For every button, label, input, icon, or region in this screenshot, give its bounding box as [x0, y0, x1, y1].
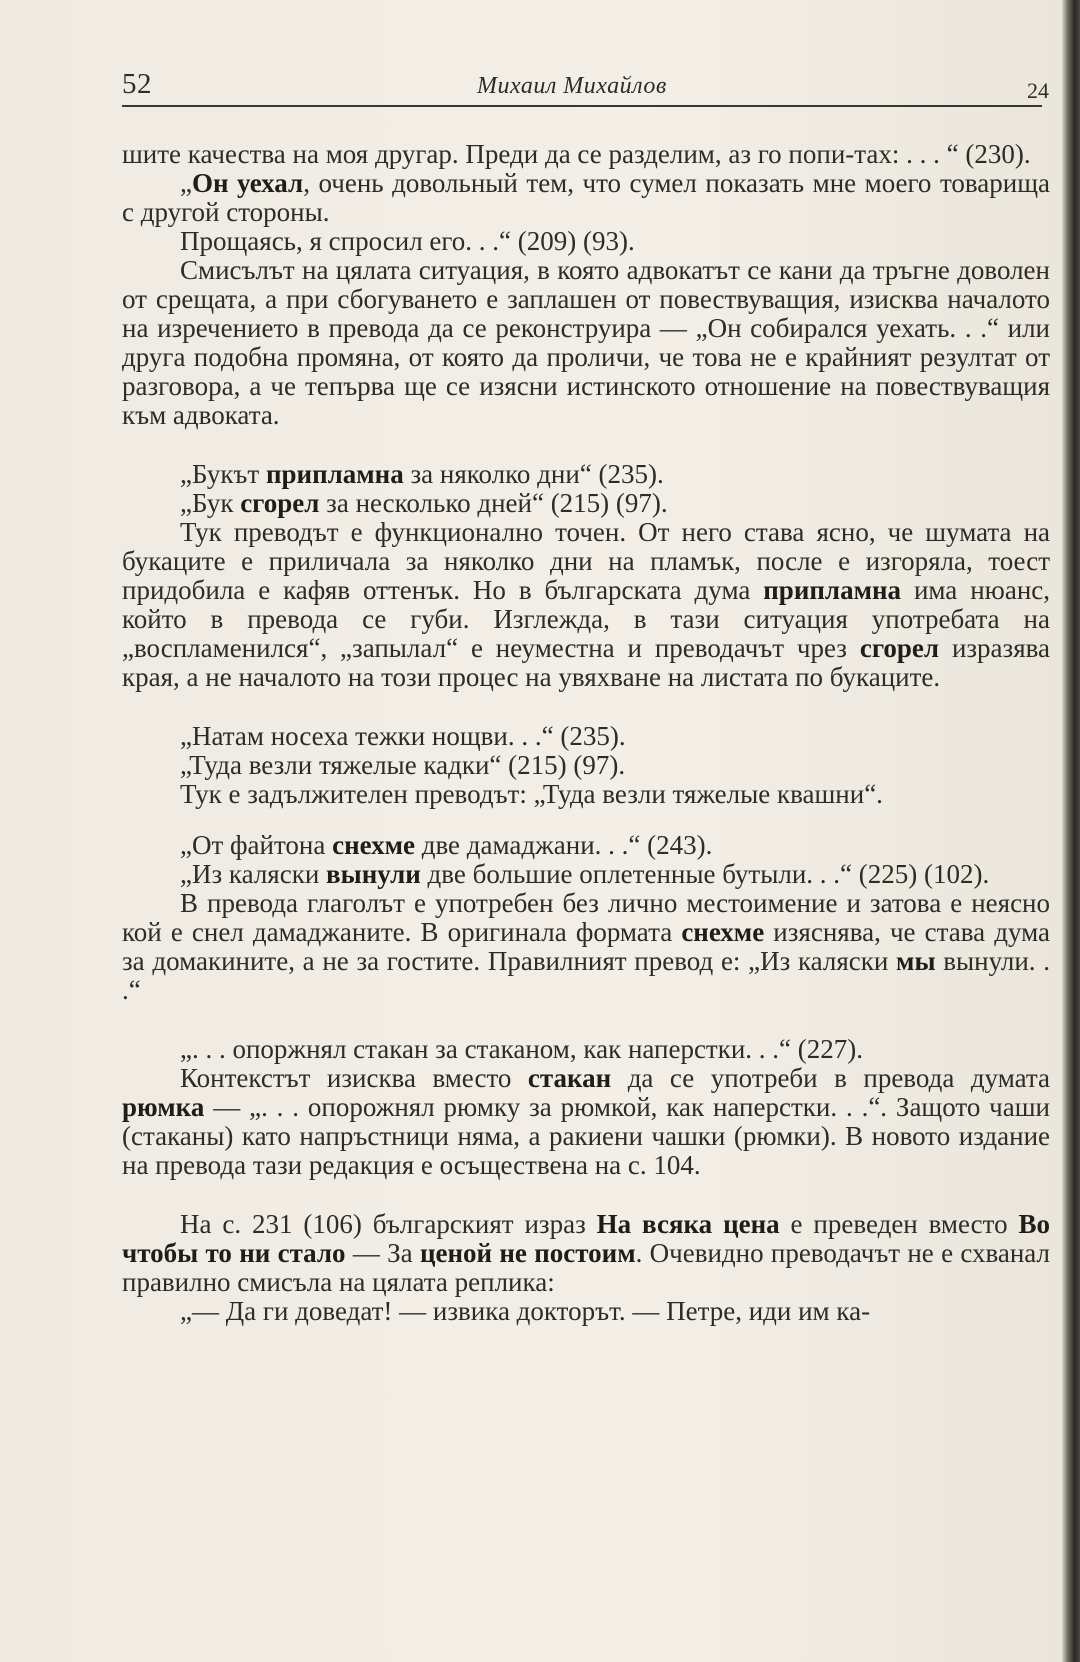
bold-phrase: Во чтобы то ни стало	[122, 1209, 1051, 1268]
bold-phrase: снехме	[332, 830, 415, 860]
bold-phrase: вынули	[326, 859, 421, 889]
paragraph: В превода глаголът е употребен без лично местоимение и затова е неясно кой е снел дамаджаните. В оригинала формата снехме изяснява, че става дума за домакините, а не за гостите. Правилният превод е: „Из каляски мы вынули. . .“	[122, 888, 1050, 1005]
bold-phrase: ценой не постоим	[419, 1238, 636, 1268]
paragraph: Смисълът на цялата ситуация, в която адвокатът се кани да тръгне доволен от срещата, а при сбогуването е заплашен от повествуващия, изисква началото на изречението в превода да се реконструира — „Он собирался уехать. . .“ или друга подобна промяна, от която да проличи, че това не е крайният резултат от разговора, а че тепърва ще се изясни истинското отношение на повествуващия към адвоката.	[122, 255, 1050, 430]
paragraph: Тук е задължителен преводът: „Туда везли тяжелые квашни“.	[180, 779, 883, 809]
body-text	[122, 140, 1050, 1326]
bold-phrase: припламна	[265, 459, 404, 489]
quote-line: „Туда везли тяжелые кадки“ (215) (97).	[180, 750, 626, 780]
bold-phrase: рюмка	[122, 1092, 205, 1122]
bold-phrase: мы	[896, 946, 936, 976]
header-rule	[122, 105, 1042, 107]
bold-phrase: сгорел	[859, 633, 940, 663]
paragraph: На с. 231 (106) българският израз На всяка цена е преведен вместо Во чтобы то ни стало — За ценой не постоим. Очевидно преводачът не е схванал правилно смисъла на цялата реплика:	[122, 1209, 1051, 1297]
running-header	[122, 62, 1052, 102]
paragraph: Контекстът изисква вместо стакан да се употреби в превода думата рюмка — „. . . опорожнял рюмку за рюмкой, как наперстки. . .“. Защото чаши (стаканы) като напръстници няма, а ракиени чашки (рюмки). В новото издание на превода тази редакция е осъществена на с. 104.	[122, 1063, 1050, 1180]
quote-line: „. . . опоржнял стакан за стаканом, как наперстки. . .“ (227).	[180, 1034, 864, 1064]
bold-phrase: снехме	[681, 917, 765, 947]
paragraph: „— Да ги доведат! — извика докторът. — Петре, иди им ка-	[180, 1296, 871, 1326]
bold-phrase: На всяка цена	[596, 1209, 780, 1239]
quote-line: „Бук сгорел за несколько дней“ (215) (97).	[180, 488, 668, 518]
paragraph: Тук преводът е функционално точен. От него става ясно, че шумата на букаците е приличала за няколко дни на пламък, после е изгоряла, тоест придобила е кафяв оттенък. Но в българската дума припламна има нюанс, който в превода се губи. Изглежда, в тази ситуация употребата на „воспламенился“, „запылал“ е неуместна и преводачът чрез сгорел изразява края, а не началото на този процес на увяхване на листата по букаците.	[122, 517, 1051, 692]
paragraph: „Он уехал, очень довольный тем, что сумел показать мне моего товарища с другой стороны.	[122, 168, 1050, 227]
paragraph: шите качества на моя другар. Преди да се разделим, аз го попи-тах: . . . “ (230).	[122, 139, 1031, 169]
bold-phrase: Он уехал	[191, 168, 304, 198]
paragraph: Прощаясь, я спросил его. . .“ (209) (93).	[180, 226, 635, 256]
quote-line: „От файтона снехме две дамаджани. . .“ (243).	[180, 830, 713, 860]
bold-phrase: припламна	[763, 575, 902, 605]
quote-line: „Букът припламна за няколко дни“ (235).	[180, 459, 664, 489]
bold-phrase: сгорел	[240, 488, 320, 518]
page-number: 52	[122, 68, 152, 100]
quote-line: „Натам носеха тежки нощви. . .“ (235).	[180, 721, 626, 751]
page-edge-shadow	[1062, 0, 1080, 1662]
bold-phrase: стакан	[527, 1063, 612, 1093]
running-head-author: Михаил Михайлов	[477, 73, 667, 99]
quote-line: „Из каляски вынули две большие оплетенные бутыли. . .“ (225) (102).	[180, 859, 990, 889]
side-mark: 24	[1027, 78, 1049, 103]
